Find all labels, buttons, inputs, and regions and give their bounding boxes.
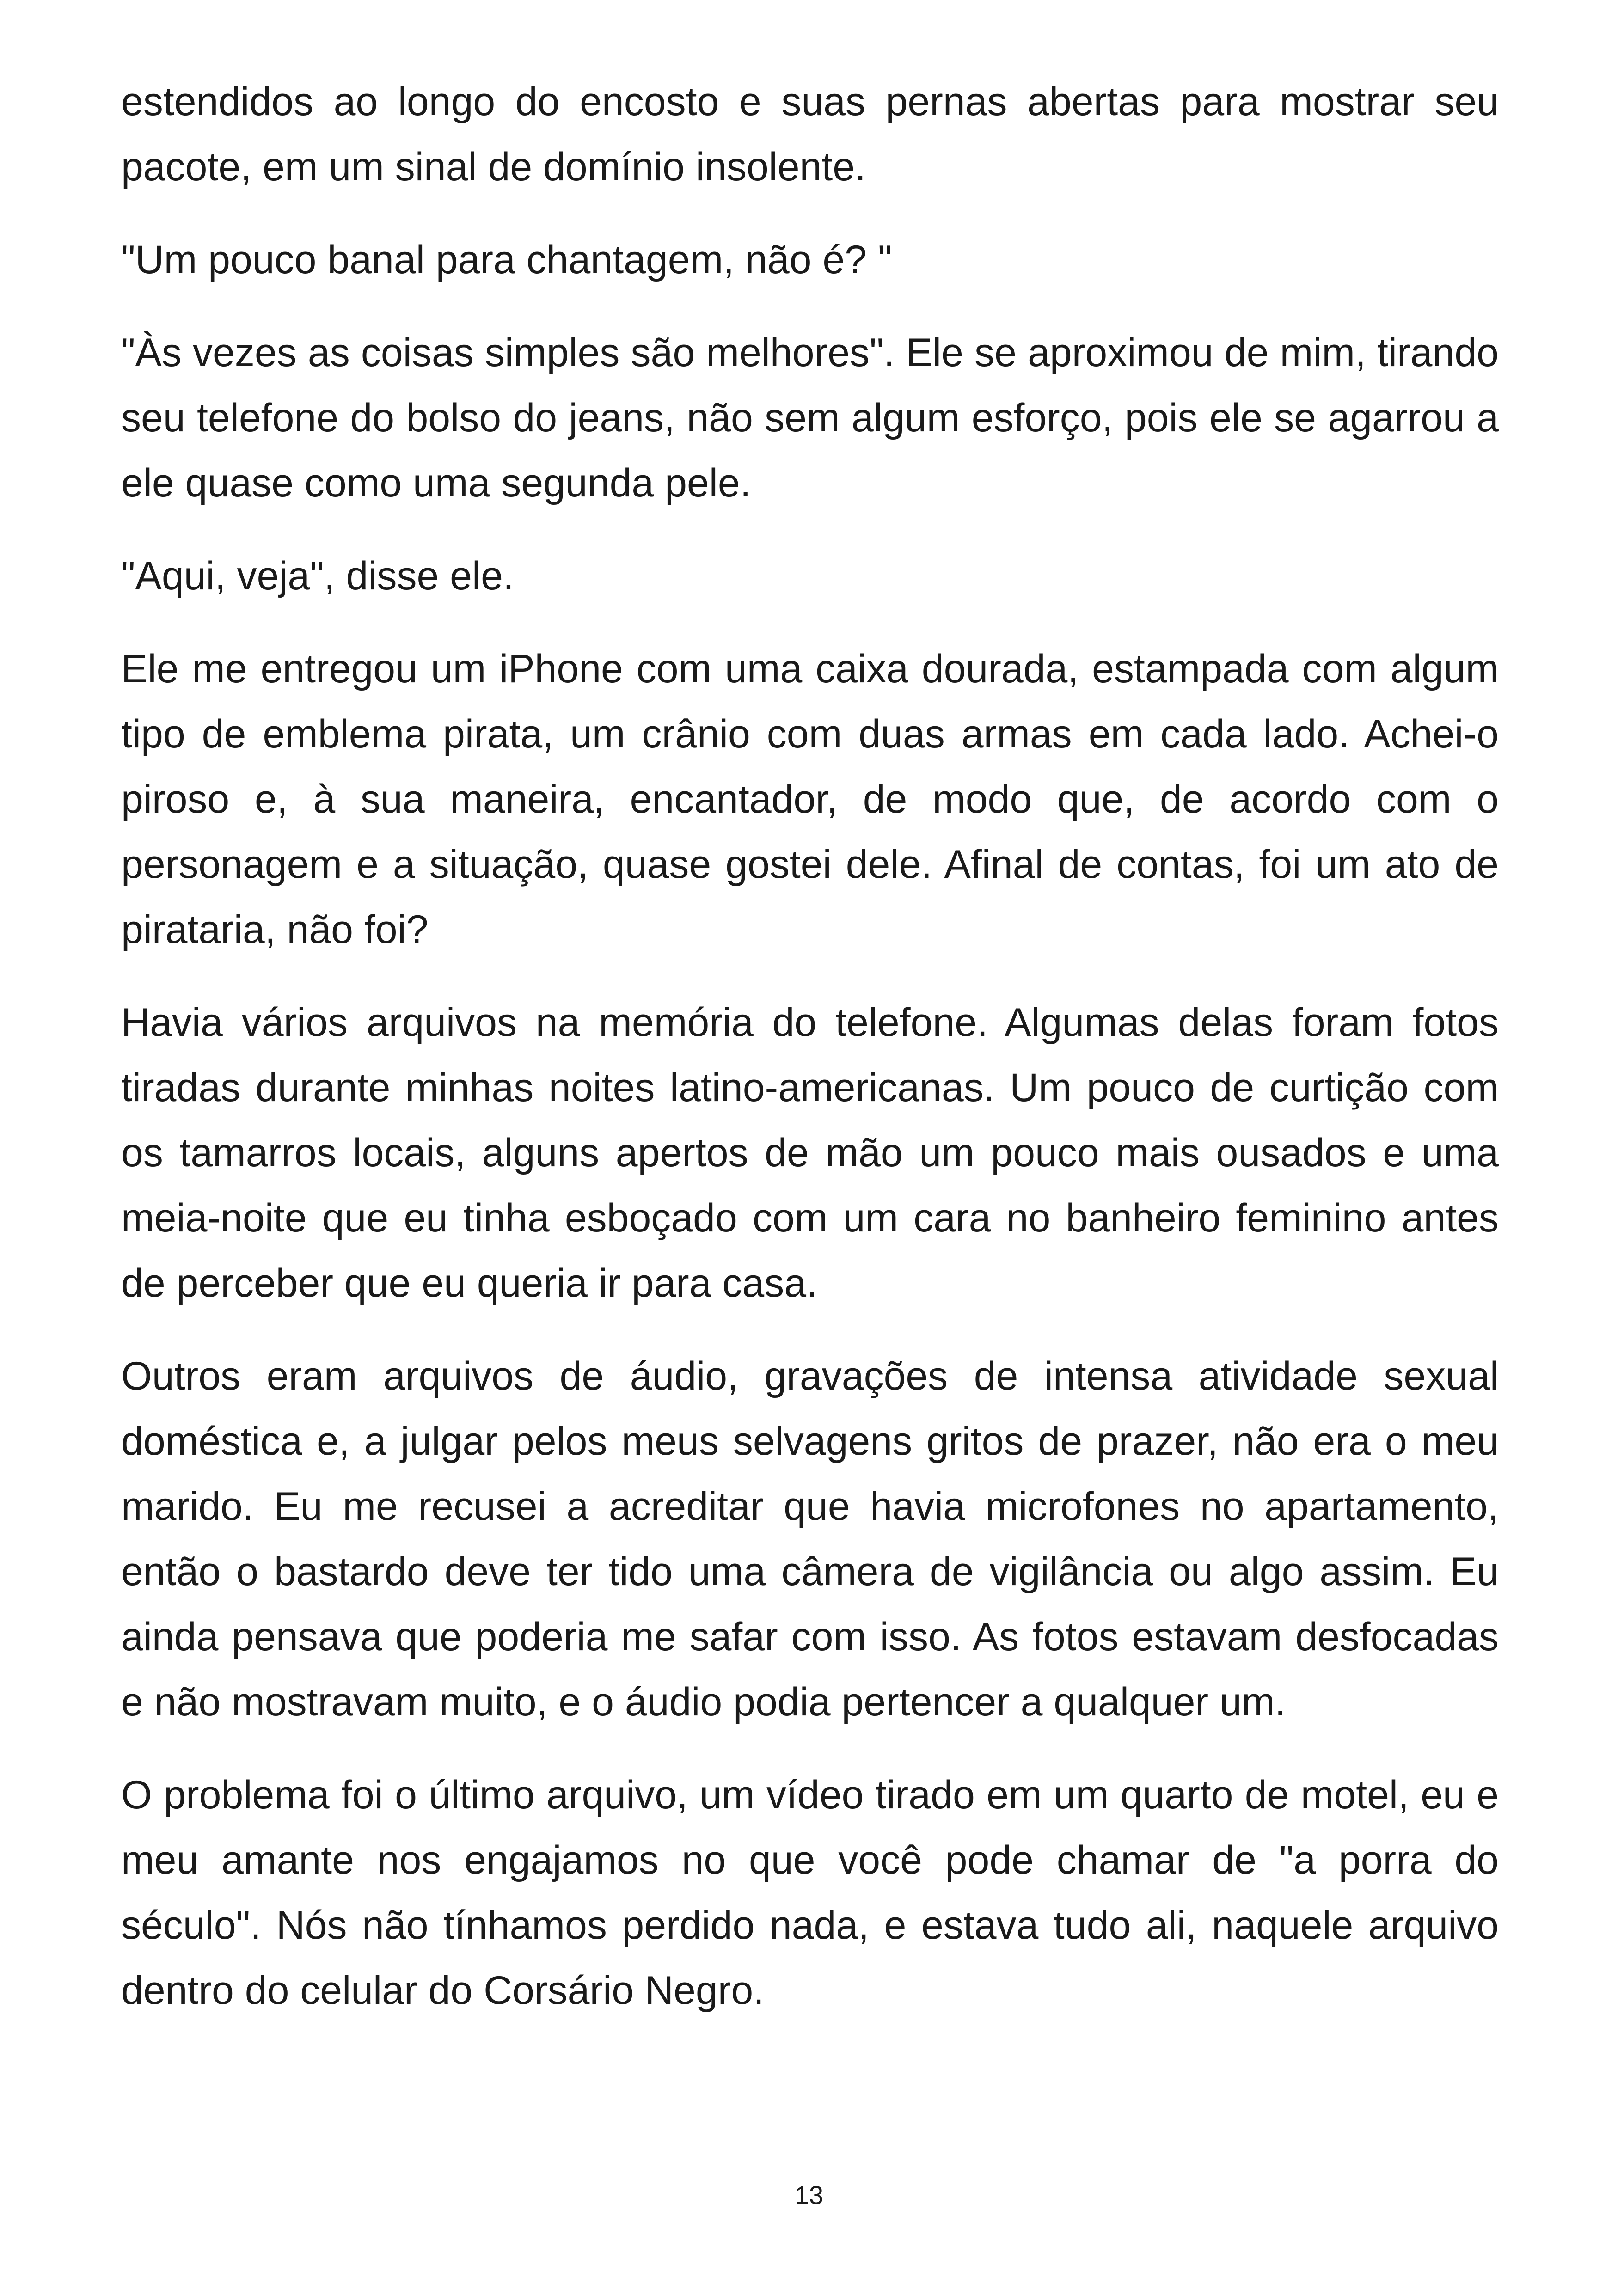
paragraph: Havia vários arquivos na memória do telefone. Algumas delas foram fotos tiradas durante minhas noites latino-americanas. Um pouco de curtição com os tamarros locais, alguns apertos de mão um pouco mais ousados e uma meia-noite que eu tinha esboçado com um cara no banheiro feminino antes de perceber que eu queria ir para casa. [121, 1000, 1499, 1305]
paragraph: "Aqui, veja", disse ele. [121, 554, 514, 598]
paragraph: O problema foi o último arquivo, um vídeo tirado em um quarto de motel, eu e meu amante nos engajamos no que você pode chamar de "a porra do século". Nós não tínhamos perdido nada, e estava tudo ali, naquele arquivo dentro do celular do Corsário Negro. [121, 1773, 1499, 2013]
paragraph: "Às vezes as coisas simples são melhores". Ele se aproximou de mim, tirando seu telefone do bolso do jeans, não sem algum esforço, pois ele se agarrou a ele quase como uma segunda pele. [121, 331, 1499, 505]
page-number: 13 [794, 2180, 824, 2210]
paragraph: estendidos ao longo do encosto e suas pernas abertas para mostrar seu pacote, em um sinal de domínio insolente. [121, 80, 1499, 189]
document-body [121, 69, 1499, 2051]
paragraph: Ele me entregou um iPhone com uma caixa dourada, estampada com algum tipo de emblema pirata, um crânio com duas armas em cada lado. Achei-o piroso e, à sua maneira, encantador, de modo que, de acordo com o personagem e a situação, quase gostei dele. Afinal de contas, foi um ato de pirataria, não foi? [121, 647, 1499, 952]
paragraph: "Um pouco banal para chantagem, não é? " [121, 238, 892, 282]
paragraph: Outros eram arquivos de áudio, gravações de intensa atividade sexual doméstica e, a julgar pelos meus selvagens gritos de prazer, não era o meu marido. Eu me recusei a acreditar que havia microfones no apartamento, então o bastardo deve ter tido uma câmera de vigilância ou algo assim. Eu ainda pensava que poderia me safar com isso. As fotos estavam desfocadas e não mostravam muito, e o áudio podia pertencer a qualquer um. [121, 1354, 1499, 1724]
